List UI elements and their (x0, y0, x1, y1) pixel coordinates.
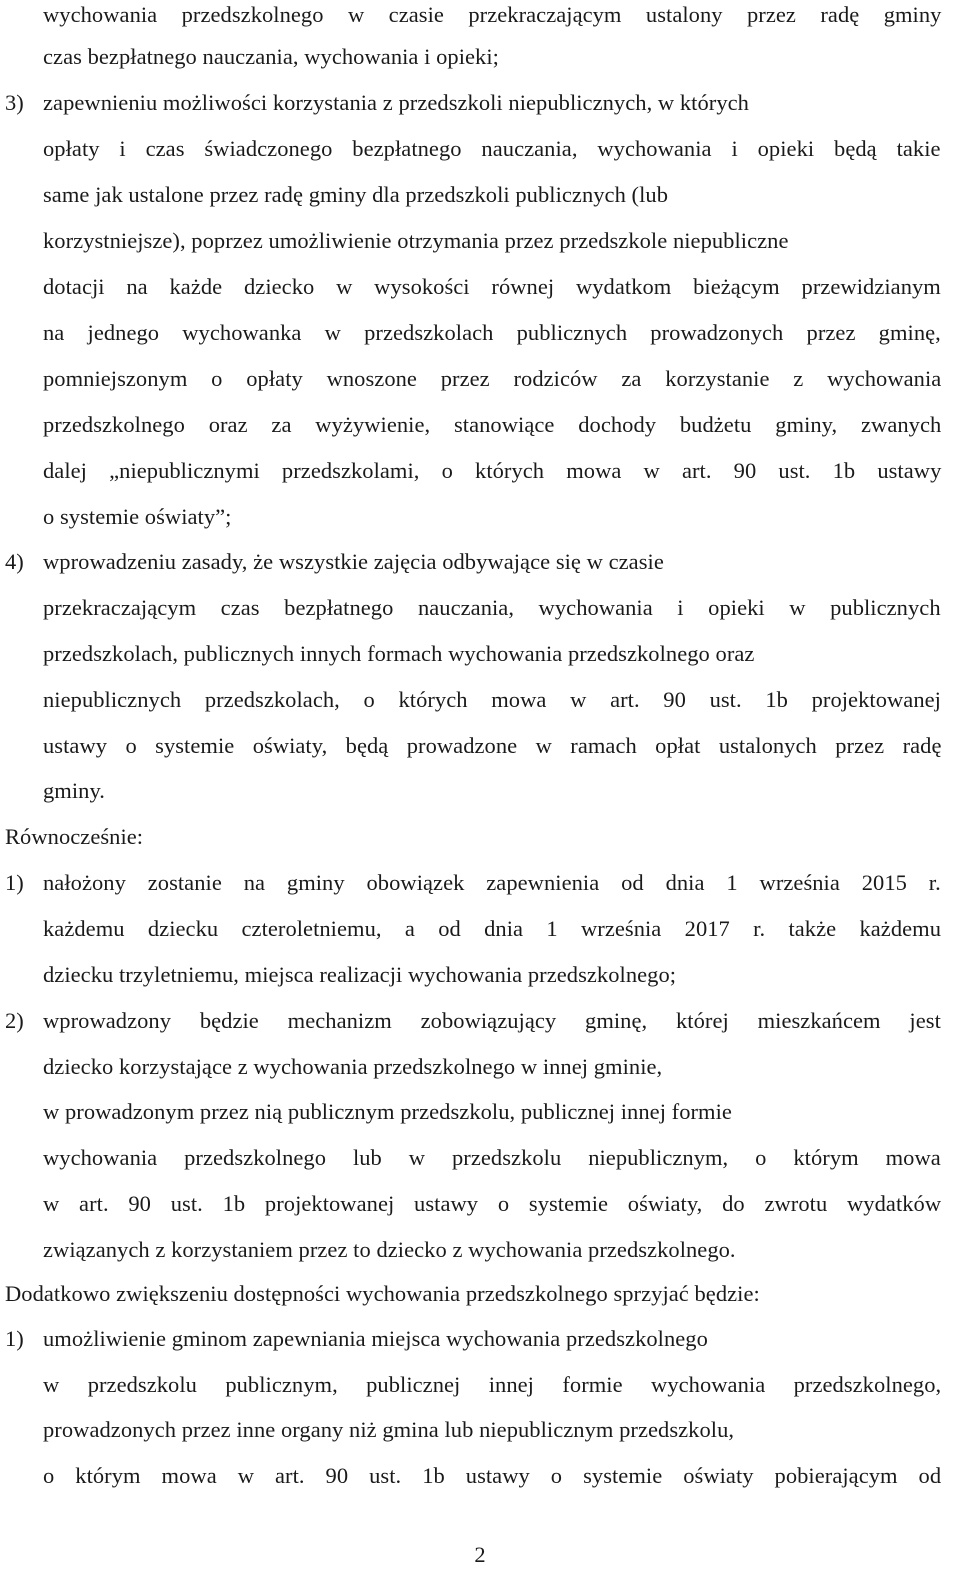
list-item-line: w prowadzonym przez nią publicznym przedszkolu, publicznej innej formie (43, 1099, 732, 1124)
page-number: 2 (474, 1542, 486, 1567)
list-item-line: wprowadzeniu zasady, że wszystkie zajęcia odbywające się w czasie (43, 549, 664, 574)
list-item-line: same jak ustalone przez radę gminy dla przedszkoli publicznych (lub (43, 182, 668, 207)
list-item-line: każdemu dziecku czteroletniemu, a od dnia 1 września 2017 r. także każdemu (43, 916, 942, 941)
list-item-line: wprowadzony będzie mechanizm zobowiązujący gminę, której mieszkańcem jest (43, 1008, 941, 1033)
list-item-number: 1) (5, 1326, 24, 1351)
list-item-line: w art. 90 ust. 1b projektowanej ustawy o systemie oświaty, do zwrotu wydatków (43, 1191, 942, 1216)
list-item-line: na jednego wychowanka w przedszkolach publicznych prowadzonych przez gminę, (43, 320, 941, 345)
paragraph-line: wychowania przedszkolnego w czasie przekraczającym ustalony przez radę gminy (43, 2, 942, 27)
list-item-line: umożliwienie gminom zapewniania miejsca wychowania przedszkolnego (43, 1326, 708, 1351)
list-item-line: pomniejszonym o opłaty wnoszone przez rodziców za korzystanie z wychowania (43, 366, 942, 391)
list-item-line: związanych z korzystaniem przez to dziecko z wychowania przedszkolnego. (43, 1237, 736, 1262)
list-item-line: gminy. (43, 778, 105, 803)
list-item-line: korzystniejsze), poprzez umożliwienie otrzymania przez przedszkole niepubliczne (43, 228, 789, 253)
list-item-line: niepublicznych przedszkolach, o których mowa w art. 90 ust. 1b projektowanej (43, 687, 941, 712)
list-item-line: prowadzonych przez inne organy niż gmina lub niepublicznym przedszkolu, (43, 1417, 735, 1442)
paragraph-line: czas bezpłatnego nauczania, wychowania i opieki; (43, 44, 499, 69)
list-item-number: 4) (5, 549, 24, 574)
list-item-line: o systemie oświaty”; (43, 504, 232, 529)
list-item-number: 1) (5, 870, 24, 895)
list-item-line: ustawy o systemie oświaty, będą prowadzone w ramach opłat ustalonych przez radę (43, 733, 942, 758)
list-item-line: nałożony zostanie na gminy obowiązek zapewnienia od dnia 1 września 2015 r. (43, 870, 941, 895)
list-item-line: dalej „niepublicznymi przedszkolami, o których mowa w art. 90 ust. 1b ustawy (43, 458, 942, 483)
list-item-line: zapewnieniu możliwości korzystania z przedszkoli niepublicznych, w których (43, 90, 749, 115)
list-item-line: przekraczającym czas bezpłatnego nauczania, wychowania i opieki w publicznych (43, 595, 941, 620)
list-item-line: przedszkolach, publicznych innych formach wychowania przedszkolnego oraz (43, 641, 755, 666)
list-item-line: o którym mowa w art. 90 ust. 1b ustawy o systemie oświaty pobierającym od (43, 1463, 942, 1488)
list-item-number: 2) (5, 1008, 24, 1033)
list-item-line: dotacji na każde dziecko w wysokości równej wydatkom bieżącym przewidzianym (43, 274, 941, 299)
list-item-line: dziecku trzyletniemu, miejsca realizacji wychowania przedszkolnego; (43, 962, 677, 987)
list-item-line: przedszkolnego oraz za wyżywienie, stanowiące dochody budżetu gminy, zwanych (43, 412, 942, 437)
list-item-line: wychowania przedszkolnego lub w przedszkolu niepublicznym, o którym mowa (43, 1145, 941, 1170)
list-item-line: opłaty i czas świadczonego bezpłatnego nauczania, wychowania i opieki będą takie (43, 136, 941, 161)
list-item-line: dziecko korzystające z wychowania przedszkolnego w innej gminie, (43, 1054, 663, 1079)
section-heading: Równocześnie: (5, 824, 144, 849)
section-heading: Dodatkowo zwiększeniu dostępności wychowania przedszkolnego sprzyjać będzie: (5, 1281, 760, 1306)
list-item-number: 3) (5, 90, 24, 115)
list-item-line: w przedszkolu publicznym, publicznej innej formie wychowania przedszkolnego, (43, 1372, 942, 1397)
